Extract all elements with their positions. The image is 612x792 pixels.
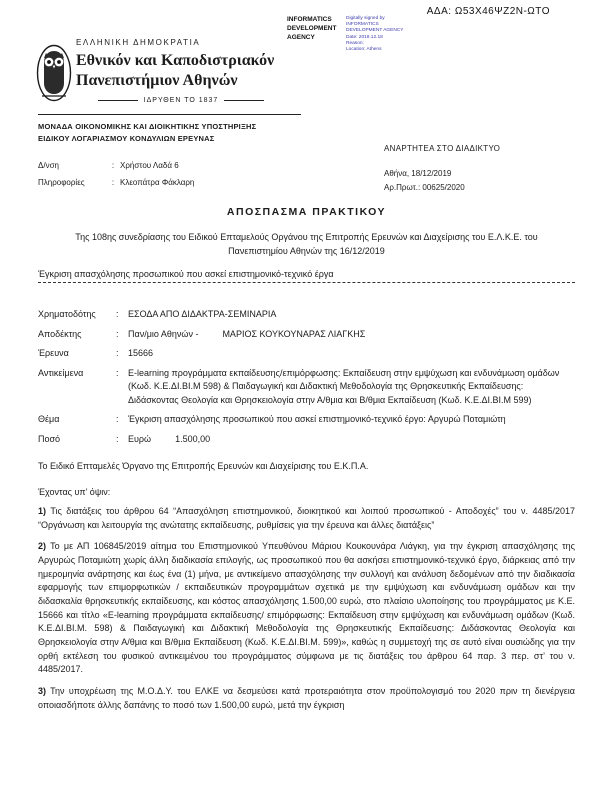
details-list bbox=[38, 308, 575, 446]
item-number: 1) bbox=[38, 506, 47, 516]
detail-value: E-learning προγράμματα εκπαίδευσης/επιμόρφωσης: Εκπαίδευση στην εμψύχωση και ενδυνάμωση ομάδων (Κωδ. Κ.Ε.ΔΙ.ΒΙ.Μ 598) & Παιδαγωγική και Διδακτική Μεθοδολογία της Θρησκευτικής Εκπαίδευσης: Διδάσκοντας Θεολογία και Θρησκειολογία στην Α/θμια και Β/θμια Εκπαίδευση (Κωδ. Κ.Ε.ΔΙ.ΒΙ.Μ 599) bbox=[128, 367, 560, 405]
detail-row-funder bbox=[38, 308, 575, 322]
body-item-1 bbox=[38, 505, 575, 532]
detail-label: Ποσό bbox=[38, 433, 61, 444]
city-date: Αθήνα, 18/12/2019 bbox=[384, 169, 452, 178]
contact-value: Χρήστου Λαδά 6 bbox=[120, 161, 179, 170]
founded-row bbox=[76, 97, 286, 104]
detail-row-recipient bbox=[38, 328, 575, 342]
founded-left-rule bbox=[98, 100, 138, 101]
item-text: Το με ΑΠ 106845/2019 αίτημα του Επιστημονικού Υπευθύνου Μάριου Κουκουνάρα Λιάγκη, για την έγκριση απασχόλησης της Αργυρώς Ποταμιώτη χωρίς άλλη διαδικασία επιλογής, ως προσωπικού που θα ασκήσει επιστημονικό-τεχνικό έργο, διάρκειας από την ημερομηνία ανάρτησης και έως ένα (1) μήνα, με αντικείμενο απασχόλησης την συλλογή και ανάλυση δεδομένων από την διαδικασία εφαρμογής των επιμορφωτικών / εκπαιδευτικών προγραμμάτων σχετικά με την εμψύχωση και ενδυνάμωση ομάδων και την διδασκαλία θρησκευτικής εκπαίδευσης, και κόστος απασχόλησης 1.500,00 ευρώ, στο πλαίσιο υλοποίησης του προγράμματος με Κ.Ε. 15666 και τίτλο «E-learning προγράμματα εκπαίδευσης/ επιμόρφωσης: Εκπαίδευση στην εμψύχωση και ενδυνάμωση ομάδων (Κωδ. Κ.Ε.ΔΙ.ΒΙ.Μ. 598) & Παιδαγωγική και Διδακτική Μεθοδολογία της Θρησκευτικής Εκπαίδευσης: Διδάσκοντας Θεολογία και Θρησκειολογία στην Α/θμια και Β/θμια Εκπαίδευση (Κωδ. Κ.Ε.ΔΙ.ΒΙ.Μ. 599)», καθώς η συμμετοχή της σε αυτό είναι ουσιώδης για την ορθή εκτέλεση του φυσικού αντικειμένου του προγράμματος σύμφωνα με τις διατάξεις του άρθρου 64 παρ. 3 περ. στ’ του ν. 4485/2017. bbox=[38, 541, 575, 675]
subject-line: Έγκριση απασχόλησης προσωπικού που ασκεί επιστημονικό-τεχνικό έργα bbox=[38, 269, 334, 279]
detail-separator: : bbox=[116, 414, 119, 424]
contact-separator: : bbox=[111, 177, 115, 187]
contact-row-info bbox=[38, 175, 194, 192]
signature-detail-line: INFORMATICS bbox=[346, 22, 379, 28]
detail-label: Θέμα bbox=[38, 414, 60, 424]
header-divider-rule bbox=[38, 114, 301, 115]
body-item-3 bbox=[38, 685, 575, 712]
contact-label: Πληροφορίες bbox=[38, 177, 85, 187]
item-number: 2) bbox=[38, 541, 47, 552]
digital-signature-block bbox=[287, 16, 418, 53]
contact-label: Δ/νση bbox=[38, 161, 59, 170]
unit-line2: ΕΙΔΙΚΟΥ ΛΟΓΑΡΙΑΣΜΟΥ ΚΟΝΔΥΛΙΩΝ ΕΡΕΥΝΑΣ bbox=[38, 134, 215, 143]
detail-label: Έρευνα bbox=[38, 348, 69, 358]
detail-label: Χρηματοδότης bbox=[38, 309, 96, 319]
internet-posting-notice: ΑΝΑΡΤΗΤΕΑ ΣΤΟ ΔΙΑΔΙΚΤΥΟ bbox=[384, 144, 501, 153]
ada-code: ΑΔΑ: Ω53Χ46ΨΖ2Ν-ΩΤΟ bbox=[426, 6, 550, 17]
unit-line1: ΜΟΝΑΔΑ ΟΙΚΟΝΟΜΙΚΗΣ ΚΑΙ ΔΙΟΙΚΗΤΙΚΗΣ ΥΠΟΣΤΗΡΙΞΗΣ bbox=[38, 122, 257, 131]
signature-agency-name: INFORMATICS DEVELOPMENT AGENCY bbox=[287, 16, 337, 41]
deciding-body-line: Το Ειδικό Επταμελές Όργανο της Επιτροπής Ερευνών και Διαχείρισης του Ε.Κ.Π.Α. bbox=[38, 461, 369, 471]
signature-details bbox=[346, 16, 418, 53]
detail-separator: : bbox=[116, 367, 119, 378]
detail-row-research bbox=[38, 347, 575, 361]
signature-detail-line: DEVELOPMENT AGENCY bbox=[346, 28, 404, 34]
item-text: Την υποχρέωση της Μ.Ο.Δ.Υ. του ΕΛΚΕ να δεσμεύσει κατά προτεραιότητα στον προϋπολογισμό του 2020 πριν τη διενέργεια οποιασδήποτε άλλης δαπάνης το ποσό των 1.500,00 ευρώ, μετά την έγκριση bbox=[38, 686, 576, 710]
contact-separator: : bbox=[111, 161, 115, 170]
detail-separator: : bbox=[116, 309, 119, 319]
right-header-block bbox=[384, 144, 500, 192]
detail-value: 15666 bbox=[128, 348, 154, 358]
detail-row-amount bbox=[38, 433, 575, 447]
detail-row-topic bbox=[38, 413, 575, 427]
founded-label: ΙΔΡΥΘΕΝ ΤΟ 1837 bbox=[143, 96, 219, 104]
signature-detail-line: Digitally signed by bbox=[346, 16, 385, 21]
detail-value bbox=[128, 433, 575, 447]
dashed-separator bbox=[38, 282, 575, 283]
item-text: Τις διατάξεις του άρθρου 64 “Απασχόληση επιστημονικού, διοικητικού και λοιπού προσωπικού - Αποδοχές” του ν. 4485/2017 “Οργάνωση και λειτουργία της ανώτατης εκπαίδευσης, ρυθμίσεις για την έρευνα και άλλες διατάξεις” bbox=[38, 506, 575, 530]
protocol-number: Αρ.Πρωτ.: 00625/2020 bbox=[384, 183, 465, 192]
document-title: ΑΠΟΣΠΑΣΜΑ ΠΡΑΚΤΙΚΟΥ bbox=[226, 206, 387, 218]
detail-value: ΕΣΟΔΑ ΑΠΟ ΔΙΔΑΚΤΡΑ-ΣΕΜΙΝΑΡΙΑ bbox=[128, 309, 277, 319]
detail-value: Έγκριση απασχόλησης προσωπικού που ασκεί επιστημονικό-τεχνικό έργο: Αργυρώ Ποταμιώτη bbox=[128, 414, 506, 424]
signature-detail-line: Location: Athens bbox=[346, 47, 382, 53]
having-regard-line: Έχοντας υπ’ όψιν: bbox=[38, 487, 111, 497]
amount-currency: Ευρώ bbox=[128, 433, 152, 444]
detail-separator: : bbox=[116, 433, 119, 444]
university-owl-logo-icon bbox=[36, 44, 72, 102]
detail-value bbox=[128, 328, 575, 342]
university-name-line2: Πανεπιστήμιον Αθηνών bbox=[76, 72, 238, 90]
document-body bbox=[38, 206, 575, 712]
university-name-line1: Εθνικόν και Καποδιστριακόν bbox=[76, 52, 275, 69]
detail-row-objects bbox=[38, 367, 575, 408]
detail-label: Αντικείμενα bbox=[38, 367, 84, 378]
detail-separator: : bbox=[116, 328, 119, 339]
amount-number: 1.500,00 bbox=[175, 433, 211, 444]
body-item-2 bbox=[38, 540, 575, 677]
unit-block bbox=[38, 121, 256, 145]
hellenic-republic-label: ΕΛΛΗΝΙΚΗ ΔΗΜΟΚΡΑΤΙΑ bbox=[76, 38, 201, 47]
recipient-person: ΜΑΡΙΟΣ ΚΟΥΚΟΥΝΑΡΑΣ ΛΙΑΓΚΗΣ bbox=[222, 328, 366, 339]
item-number: 3) bbox=[38, 686, 47, 697]
signature-detail-line: Reason: bbox=[346, 40, 364, 46]
detail-label: Αποδέκτης bbox=[38, 328, 82, 339]
founded-right-rule bbox=[224, 100, 264, 101]
header-text-block bbox=[76, 38, 301, 104]
session-line: Της 108ης συνεδρίασης του Ειδικού Επταμελούς Οργάνου της Επιτροπής Ερευνών και Διαχείρισης του Ε.Λ.Κ.Ε. του Πανεπιστημίου Αθηνών της 16/12/2019 bbox=[75, 232, 538, 256]
contact-row-address bbox=[38, 158, 194, 175]
contact-block bbox=[38, 158, 194, 192]
contact-value: Κλεοπάτρα Φάκλαρη bbox=[120, 177, 195, 187]
recipient-institution: Παν/μιο Αθηνών - bbox=[128, 328, 199, 339]
signature-detail-line: Date: 2019.12.18 bbox=[346, 34, 383, 40]
detail-separator: : bbox=[116, 348, 119, 358]
